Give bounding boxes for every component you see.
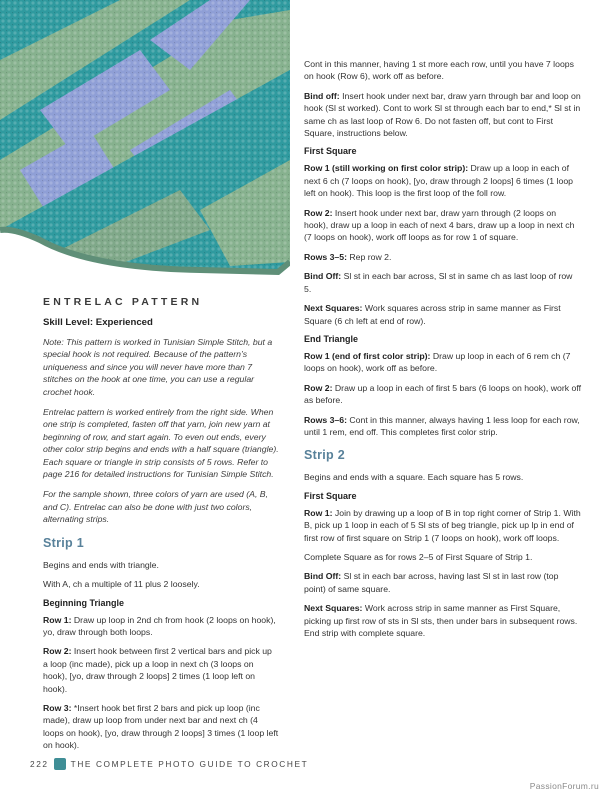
book-logo-icon bbox=[54, 758, 66, 770]
complete-square-paragraph: Complete Square as for rows 2–5 of First Square of Strip 1. bbox=[304, 551, 533, 562]
entrelac-swatch-photo bbox=[0, 0, 290, 278]
book-title: THE COMPLETE PHOTO GUIDE TO CROCHET bbox=[70, 759, 309, 769]
instruction-row: Next Squares: Work across strip in same manner as First Square, picking up first row of sts in Sl sts, then under bars in subsequent rows. End strip with complete square. bbox=[304, 603, 578, 638]
instruction-row: Next Squares: Work squares across strip in same manner as First Square (6 ch left at end of row). bbox=[304, 303, 561, 326]
page-number: 222 bbox=[30, 759, 49, 769]
note-paragraph: Note: This pattern is worked in Tunisian Simple Stitch, but a special hook is not required. Because of the pattern’s uniqueness and since you will never have more than 7 stitches on the hook at one time, you can use a regular crochet hook. bbox=[43, 337, 273, 397]
note-paragraph: For the sample shown, three colors of yarn are used (A, B, and C). Entrelac can also be done with just two colors, alternating strips. bbox=[43, 489, 269, 525]
skill-level: Skill Level: Experienced bbox=[43, 317, 153, 328]
instruction-row: Row 2: Draw up a loop in each of first 5 bars (6 loops on hook), work off as before. bbox=[304, 382, 582, 406]
beginning-triangle-heading: Beginning Triangle bbox=[43, 597, 125, 608]
continue-paragraph: Cont in this manner, having 1 st more each row, until you have 7 loops on hook (Row 6), work off as before. bbox=[304, 59, 574, 82]
page-footer bbox=[30, 758, 308, 770]
instruction-row: Bind Off: Sl st in each bar across, Sl st in same ch as last loop of row 5. bbox=[304, 271, 573, 294]
instruction-row: Row 1: Join by drawing up a loop of B in top right corner of Strip 1. With B, pick up 1 loop in each of 5 Sl sts of beg triangle, pick up lp in end of first row of first square on Strip 1 (7 loops on hook), work off loops. bbox=[304, 507, 581, 543]
strip1-title: Strip 1 bbox=[43, 535, 84, 550]
strip1-intro: Begins and ends with triangle. bbox=[43, 559, 159, 570]
strip2-title: Strip 2 bbox=[304, 448, 345, 463]
instruction-row: Row 3: *Insert hook bet first 2 bars and pick up loop (inc made), draw up loop from under next bar and next ch (4 loops on hook), [yo, draw through 2 loops] 3 times (1 loop left on hook). bbox=[43, 702, 279, 751]
note-paragraph: Entrelac pattern is worked entirely from the right side. When one strip is completed, fasten off that yarn, join new yarn at beginning of row, and start again. To even out ends, every other color strip begins and ends with a half square (triangle). Each square or triangle in strip consists of 5 rows. Refer to page 216 for detailed instructions for Tunisian Simple Stitch. bbox=[43, 407, 279, 480]
pattern-title: ENTRELAC PATTERN bbox=[43, 296, 203, 308]
first-square-heading: First Square bbox=[304, 146, 357, 157]
right-column bbox=[304, 58, 582, 646]
instruction-row: Row 1 (end of first color strip): Draw up loop in each of 6 rem ch (7 loops on hook), work off as before. bbox=[304, 350, 571, 374]
strip1-chain-instruction: With A, ch a multiple of 11 plus 2 loosely. bbox=[43, 579, 200, 590]
instruction-row: Bind Off: Sl st in each bar across, having last Sl st in last row (top point) of same square. bbox=[304, 571, 559, 594]
instruction-row: Row 2: Insert hook between first 2 vertical bars and pick up a loop (inc made), pick up a loop in next ch (3 loops on hook), [yo, draw through 2 loops] 2 times (1 loop left on hook). bbox=[43, 646, 272, 694]
instruction-row: Bind off: Insert hook under next bar, draw yarn through bar and loop on hook (Sl st worked). Cont to work Sl st through each bar to end,* Sl st in same ch as last loop of Row 6. Do not fasten off, but cont to First Square, instructions below. bbox=[304, 90, 581, 139]
instruction-row: Row 1: Draw up loop in 2nd ch from hook (2 loops on hook), yo, draw through both loops. bbox=[43, 614, 276, 637]
watermark: PassionForum.ru bbox=[529, 781, 599, 791]
end-triangle-heading: End Triangle bbox=[304, 333, 359, 344]
first-square-heading: First Square bbox=[304, 490, 357, 501]
instruction-row: Row 1 (still working on first color strip): Draw up a loop in each of next 6 ch (7 loops on hook), [yo, draw through 2 loops] 6 times (1 loop left on hook). This loop is the first loop of the foll row. bbox=[304, 163, 573, 199]
instruction-row: Rows 3–5: Rep row 2. bbox=[304, 251, 392, 262]
left-column bbox=[43, 296, 279, 759]
instruction-row: Rows 3–6: Cont in this manner, always having 1 less loop for each row, until 1 rem, end off. This completes first color strip. bbox=[304, 414, 580, 437]
strip2-intro: Begins and ends with a square. Each square has 5 rows. bbox=[304, 472, 524, 483]
instruction-row: Row 2: Insert hook under next bar, draw yarn through (2 loops on hook), draw up a loop in each of next 4 bars, draw up a loop in next ch (7 loops on hook), work off loops as for row 1 of square. bbox=[304, 207, 575, 243]
